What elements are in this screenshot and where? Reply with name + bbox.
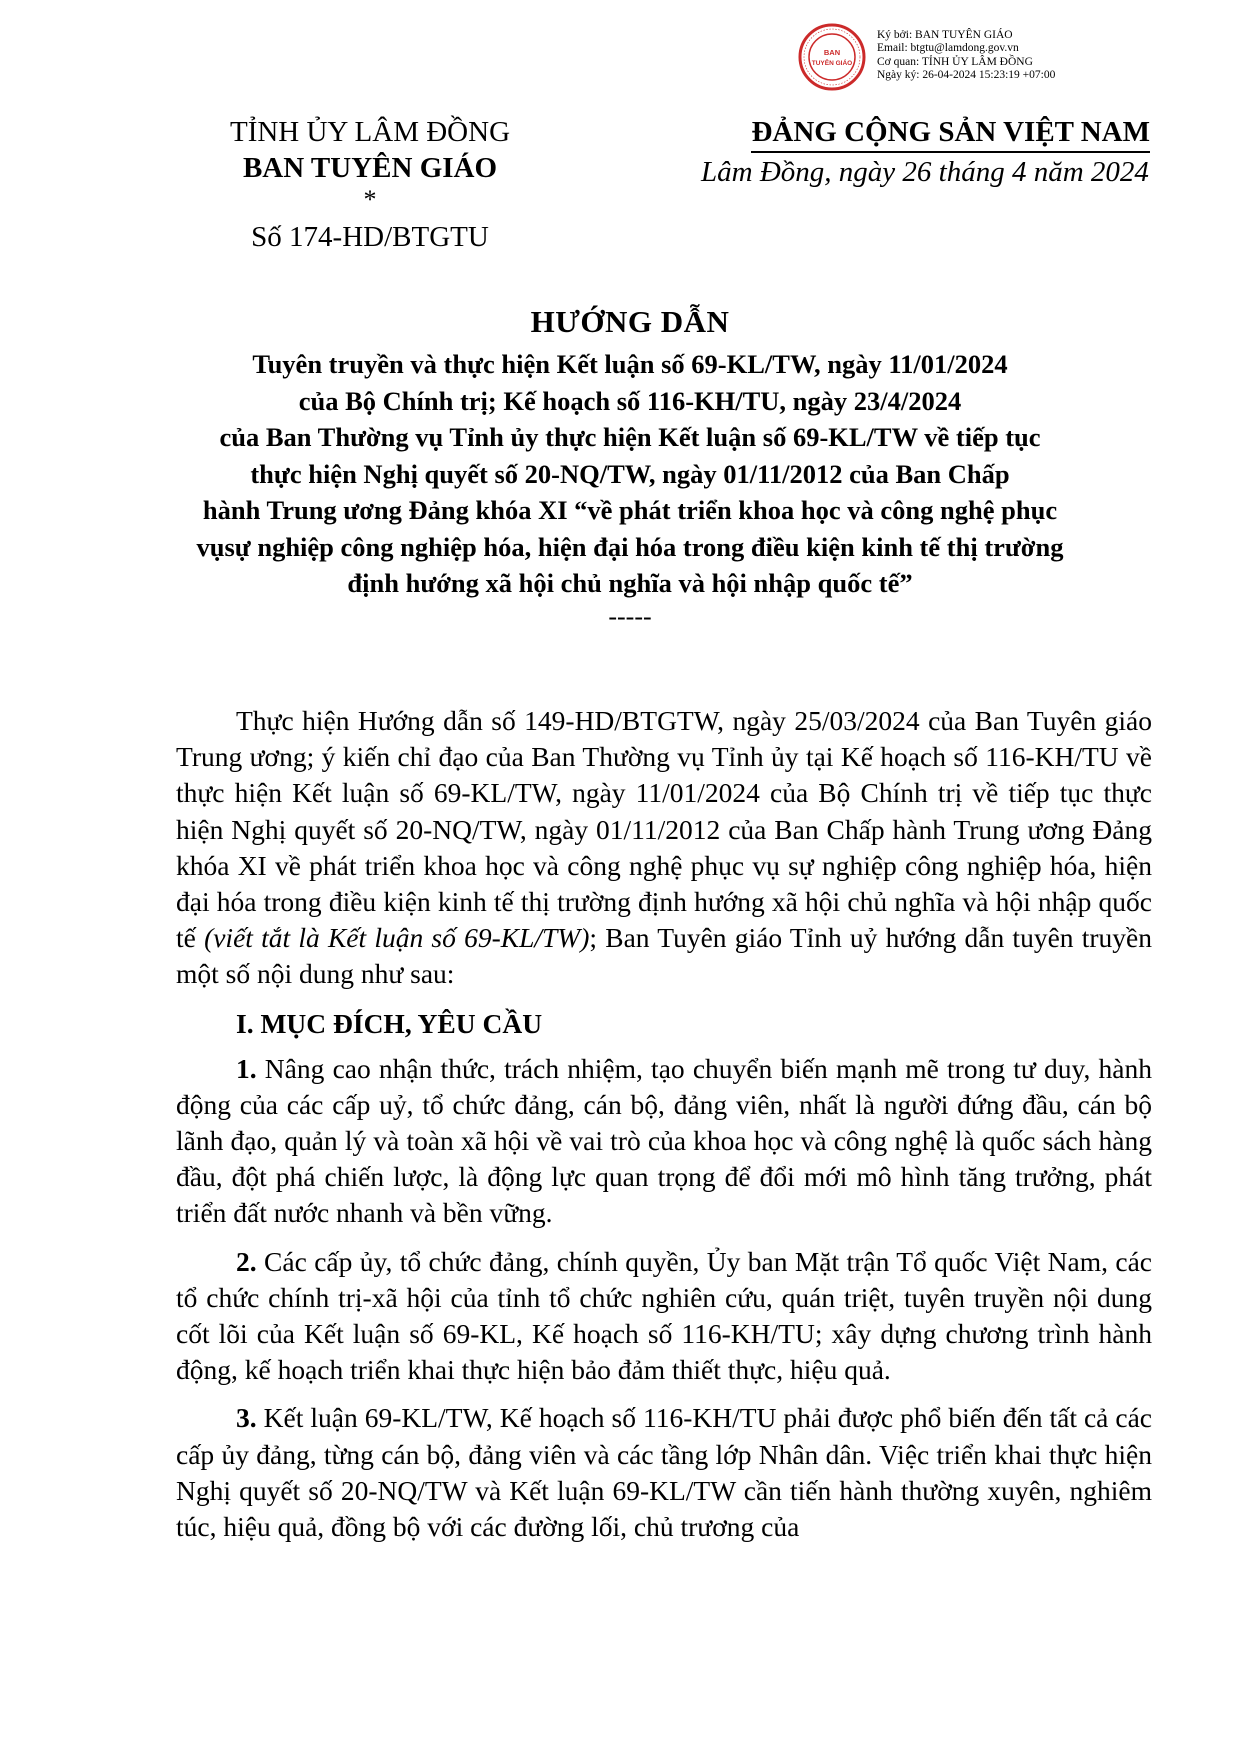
org-parent: TỈNH ỦY LÂM ĐỒNG [229, 116, 511, 148]
official-seal-icon [797, 22, 867, 92]
document-number: Số 174-HD/BTGTU [251, 221, 489, 253]
header-star: * [363, 185, 377, 214]
subtitle-line: định hướng xã hội chủ nghĩa và hội nhập quốc tế” [347, 568, 913, 598]
seal-line-2: TUYÊN GIÁO [811, 60, 853, 67]
subtitle-line: của Bộ Chính trị; Kế hoạch số 116-KH/TU, ngày 23/4/2024 [298, 385, 962, 416]
list-item [176, 1400, 1152, 1545]
digital-signature-info [877, 29, 1055, 82]
seal-line-1: BAN [823, 48, 841, 57]
list-item [176, 1051, 1152, 1232]
signature-signer: Ký bởi: BAN TUYÊN GIÁO [877, 29, 1013, 41]
intro-abbreviation-note: (viết tắt là Kết luận số 69-KL/TW) [204, 922, 590, 954]
national-header [680, 114, 1150, 189]
intro-text: Thực hiện Hướng dẫn số 149-HD/BTGTW, ngày 25/03/2024 của Ban Tuyên giáo Trung ương; ý kiến chỉ đạo của Ban Thường vụ Tỉnh ủy tại Kế hoạch số 116-KH/TU về thực hiện Kết luận số 69-KL/TW, ngày 11/01/2024 của Bộ Chính trị về tiếp tục thực hiện Nghị quyết số 20-NQ/TW, ngày 01/11/2012 của Ban Chấp hành Trung ương Đảng khóa XI về phát triển khoa học và công nghệ phục vụ sự nghiệp công nghiệp hóa, hiện đại hóa trong điều kiện kinh tế thị trường định hướng xã hội chủ nghĩa và hội nhập quốc tế [176, 705, 1152, 954]
item-text: Nâng cao nhận thức, trách nhiệm, tạo chuyển biến mạnh mẽ trong tư duy, hành động của các cấp uỷ, tổ chức đảng, cán bộ, đảng viên, nhất là người đứng đầu, cán bộ lãnh đạo, quản lý và toàn xã hội về vai trò của khoa học và công nghệ là quốc sách hàng đầu, đột phá chiến lược, là động lực quan trọng để đổi mới mô hình tăng trưởng, phát triển đất nước nhanh và bền vững. [176, 1052, 1152, 1229]
issuing-organization [190, 114, 550, 256]
item-number: 3. [236, 1402, 257, 1434]
party-name: ĐẢNG CỘNG SẢN VIỆT NAM [751, 114, 1150, 153]
subtitle-line: hành Trung ương Đảng khóa XI “về phát triển khoa học và công nghệ phục [202, 495, 1058, 525]
intro-tail: ; Ban Tuyên giáo Tỉnh uỷ hướng dẫn tuyên truyền một số nội dung như sau: [176, 922, 1152, 990]
item-text: Các cấp ủy, tổ chức đảng, chính quyền, Ủy ban Mặt trận Tổ quốc Việt Nam, các tổ chức chính trị-xã hội của tỉnh tổ chức nghiên cứu, quán triệt, tuyên truyền nội dung cốt lõi của Kết luận số 69-KL, Kế hoạch số 116-KH/TU; xây dựng chương trình hành động, kế hoạch triển khai thực hiện bảo đảm thiết thực, hiệu quả. [176, 1245, 1152, 1386]
subtitle-line: vụsự nghiệp công nghiệp hóa, hiện đại hóa trong điều kiện kinh tế thị trường [196, 531, 1064, 562]
subtitle-line: của Ban Thường vụ Tỉnh ủy thực hiện Kết luận số 69-KL/TW về tiếp tục [219, 422, 1041, 452]
document-subtitle [160, 346, 1100, 602]
title-separator: ----- [608, 601, 652, 631]
subtitle-line: Tuyên truyền và thực hiện Kết luận số 69-KL/TW, ngày 11/01/2024 [252, 349, 1008, 379]
place-date: Lâm Đồng, ngày 26 tháng 4 năm 2024 [701, 156, 1149, 188]
org-unit: BAN TUYÊN GIÁO [242, 152, 498, 184]
list-item [176, 1244, 1152, 1389]
subtitle-line: thực hiện Nghị quyết số 20-NQ/TW, ngày 01/11/2012 của Ban Chấp [250, 458, 1010, 489]
signature-agency: Cơ quan: TỈNH ỦY LÂM ĐỒNG [877, 55, 1033, 68]
item-number: 1. [236, 1052, 257, 1084]
section-heading: I. MỤC ĐÍCH, YÊU CẦU [236, 1007, 543, 1039]
item-number: 2. [236, 1245, 257, 1277]
signature-date: Ngày ký: 26-04-2024 15:23:19 +07:00 [877, 68, 1056, 81]
signature-email: Email: btgtu@lamdong.gov.vn [877, 42, 1019, 55]
intro-paragraph [176, 703, 1152, 993]
document-body [176, 703, 1152, 1557]
document-title-block [160, 300, 1100, 630]
document-type: HƯỚNG DẪN [530, 304, 730, 339]
item-text: Kết luận 69-KL/TW, Kế hoạch số 116-KH/TU phải được phổ biến đến tất cả các cấp ủy đảng, từng cán bộ, đảng viên và các tầng lớp Nhân dân. Việc triển khai thực hiện Nghị quyết số 20-NQ/TW và Kết luận 69-KL/TW cần tiến hành thường xuyên, nghiêm túc, hiệu quả, đồng bộ với các đường lối, chủ trương của [176, 1402, 1152, 1543]
